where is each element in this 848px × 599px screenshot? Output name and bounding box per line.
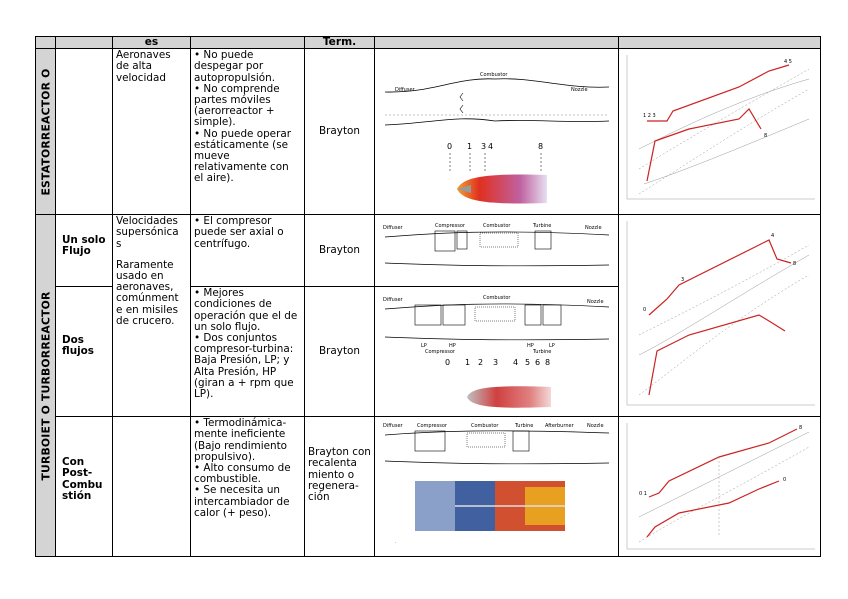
table-row (36, 49, 821, 215)
svg-text:Diffuser: Diffuser (383, 225, 403, 232)
svg-text:Combustor: Combustor (483, 295, 511, 302)
svg-text:Nozzle: Nozzle (587, 423, 604, 430)
group-label-turborreactor: TURBOIET O TURBORREACTOR (36, 215, 56, 557)
svg-text:0 1: 0 1 (639, 491, 647, 498)
row-name-cell: Un solo Flujo (56, 215, 113, 287)
notes-cell: • Termodinámica-mente ineficiente (Bajo rendimiento propulsivo). • Alto consumo de combustible. • Se necesita un intercambiador de calor (+ peso). (191, 417, 305, 557)
svg-text:0: 0 (447, 142, 453, 152)
row-name-cell: Dos flujos (56, 287, 113, 417)
uses-cell: Velocidades supersónica s Raramente usado en aeronaves, comúnment e en misiles de crucero. (113, 215, 191, 417)
table-row (36, 215, 821, 287)
group-label-estatorreactor: ESTATORREACTOR O (36, 49, 56, 215)
svg-text:Combustor: Combustor (480, 72, 508, 79)
svg-text:Turbine: Turbine (533, 223, 552, 230)
svg-text:Nozzle: Nozzle (571, 87, 588, 94)
cycle-cell: Brayton con recalenta miento o regenera-ción (305, 417, 375, 557)
uses-cell: Aeronaves de alta velocidad (113, 49, 191, 215)
svg-text:3: 3 (493, 358, 499, 368)
svg-text:.: . (395, 539, 397, 545)
header-cell (36, 37, 56, 49)
svg-text:Turbine: Turbine (515, 423, 534, 430)
header-cell (191, 37, 305, 49)
svg-text:4 5: 4 5 (784, 59, 792, 66)
svg-text:Diffuser: Diffuser (383, 297, 403, 304)
svg-text:HP: HP (449, 343, 456, 350)
svg-text:Diffuser: Diffuser (395, 87, 415, 94)
svg-text:1: 1 (465, 358, 471, 368)
svg-text:Compressor: Compressor (417, 423, 447, 430)
svg-text:Nozzle: Nozzle (585, 225, 602, 232)
svg-text:Nozzle: Nozzle (587, 299, 604, 306)
header-row (36, 37, 821, 49)
cycle-cell: Brayton (305, 287, 375, 417)
ts-chart-turbojet (619, 215, 821, 417)
row-name-cell (56, 49, 113, 215)
svg-text:LP: LP (549, 343, 555, 350)
svg-text:8: 8 (799, 425, 803, 432)
svg-text:5: 5 (525, 358, 531, 368)
svg-text:1: 1 (467, 142, 473, 152)
svg-text:0: 0 (643, 307, 647, 314)
notes-cell: • Mejores condiciones de operación que el de un solo flujo. • Dos conjuntos compresor-turbina: Baja Presión, LP; y Alta Presión, HP (giran a + rpm que LP). (191, 287, 305, 417)
table-row (36, 417, 821, 557)
svg-text:4: 4 (771, 233, 775, 240)
row-name-cell: Con Post-Combu stión (56, 417, 113, 557)
engine-diagram-afterburner (375, 417, 619, 557)
svg-text:8: 8 (538, 142, 544, 152)
svg-text:Combustor: Combustor (471, 423, 499, 430)
svg-text:2: 2 (478, 358, 484, 368)
uses-cell (113, 417, 191, 557)
svg-text:8: 8 (793, 261, 797, 268)
notes-cell: • El compresor puede ser axial o centrífugo. (191, 215, 305, 287)
engine-diagram-ramjet (375, 49, 619, 215)
svg-text:6: 6 (535, 358, 541, 368)
header-cell (619, 37, 821, 49)
svg-text:3: 3 (681, 277, 685, 284)
ts-chart-afterburner (619, 417, 821, 557)
svg-text:Compressor: Compressor (425, 349, 455, 356)
svg-text:0: 0 (445, 358, 451, 368)
svg-text:Diffuser: Diffuser (383, 423, 403, 430)
svg-text:0: 0 (783, 477, 787, 484)
header-cell: Term. (305, 37, 375, 49)
header-cell: es (113, 37, 191, 49)
svg-text:1 2 3: 1 2 3 (643, 113, 656, 120)
header-cell (375, 37, 619, 49)
engine-diagram-two-spool (375, 287, 619, 417)
svg-text:4: 4 (488, 142, 494, 152)
ts-chart-ramjet (619, 49, 821, 215)
engine-diagram-turbojet (375, 215, 619, 287)
engine-comparison-table (35, 36, 821, 557)
cycle-cell: Brayton (305, 215, 375, 287)
notes-cell: • No puede despegar por autopropulsión. • No comprende partes móviles (aerorreactor + simple). • No puede operar estáticamente (se mueve relativamente con el aire). (191, 49, 305, 215)
svg-text:8: 8 (764, 133, 768, 140)
header-cell (56, 37, 113, 49)
svg-text:8: 8 (545, 358, 551, 368)
svg-text:Combustor: Combustor (483, 223, 511, 230)
svg-text:3: 3 (481, 142, 487, 152)
svg-text:HP: HP (527, 343, 534, 350)
svg-text:4: 4 (513, 358, 519, 368)
svg-text:Turbine: Turbine (533, 349, 552, 356)
cycle-cell: Brayton (305, 49, 375, 215)
svg-text:LP: LP (421, 343, 427, 350)
svg-text:Afterburner: Afterburner (545, 423, 574, 430)
svg-text:Compressor: Compressor (435, 223, 465, 230)
